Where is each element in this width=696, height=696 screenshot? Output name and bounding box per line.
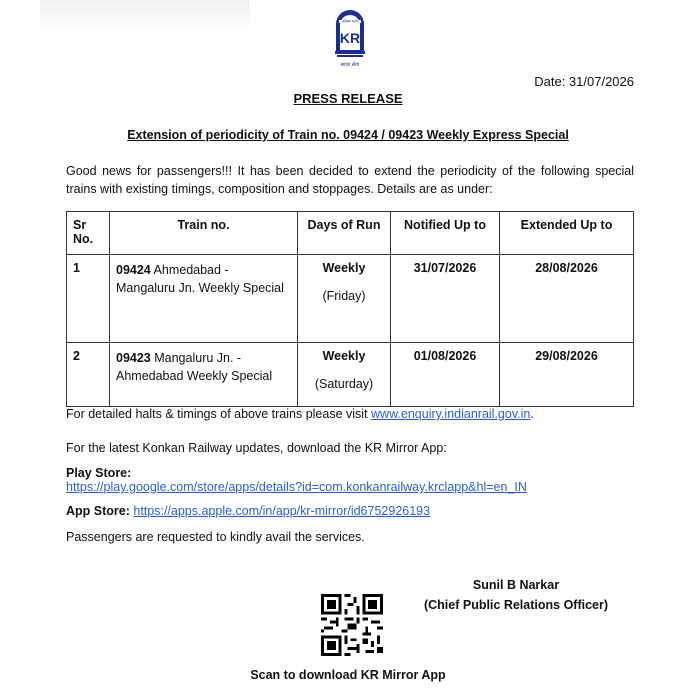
row-extended: 29/08/2026 [500, 343, 634, 407]
top-shadow [40, 0, 250, 30]
closing-line: Passengers are requested to kindly avail the services. [66, 530, 365, 544]
row-notified: 01/08/2026 [391, 343, 500, 407]
header-notified-up-to: Notified Up to [391, 212, 500, 255]
row-train [110, 343, 298, 407]
document-title: PRESS RELEASE [293, 91, 403, 106]
signatory-designation: (Chief Public Relations Officer) [423, 598, 609, 612]
header-sr-no: Sr No. [67, 212, 110, 255]
row-days-weekday: (Saturday) [314, 377, 374, 391]
row-train-number: 09424 [116, 263, 151, 277]
qr-caption: Scan to download KR Mirror App [250, 668, 446, 682]
row-extended: 28/08/2026 [500, 255, 634, 343]
app-store-link[interactable]: https://apps.apple.com/in/app/kr-mirror/id6752926193 [133, 504, 431, 518]
halts-suffix: . [530, 407, 534, 421]
table-header-row [67, 212, 634, 255]
row-days-frequency: Weekly [322, 261, 366, 275]
logo-motto: सादर सेवा [340, 62, 360, 68]
row-train-number: 09423 [116, 351, 151, 365]
svg-text:KR: KR [339, 30, 361, 46]
signature-block [406, 575, 626, 615]
play-store-link[interactable]: https://play.google.com/store/apps/details?id=com.konkanrailway.krclapp&hl=en_IN [66, 480, 527, 494]
header-train-no: Train no. [110, 212, 298, 255]
row-train-name: Ahmedabad - Mangaluru Jn. Weekly Special [116, 263, 284, 295]
konkan-railway-logo [330, 4, 370, 70]
logo-hindi-text: कोंकण रेलवे [342, 19, 358, 24]
row-days [298, 255, 391, 343]
app-store-label: App Store: [66, 504, 130, 518]
halts-text: For detailed halts & timings of above trains please visit [66, 407, 372, 421]
document-subject: Extension of periodicity of Train no. 09424 / 09423 Weekly Express Special [127, 128, 569, 142]
app-promo-line: For the latest Konkan Railway updates, download the KR Mirror App: [66, 441, 447, 455]
row-notified: 31/07/2026 [391, 255, 500, 343]
header-days-of-run: Days of Run [298, 212, 391, 255]
train-table [66, 211, 634, 407]
row-days [298, 343, 391, 407]
row-train-name: Mangaluru Jn. - Ahmedabad Weekly Special [116, 351, 273, 383]
header-extended-up-to: Extended Up to [500, 212, 634, 255]
app-store-line [66, 504, 430, 518]
row-days-weekday: (Friday) [322, 289, 366, 303]
row-train [110, 255, 298, 343]
signatory-name: Sunil B Narkar [472, 578, 560, 592]
row-sr: 1 [67, 255, 110, 343]
row-days-frequency: Weekly [322, 349, 366, 363]
intro-paragraph: Good news for passengers!!! It has been decided to extend the periodicity of the following special trains with existing timings, composition and stoppages. Details are as under: [66, 164, 634, 196]
row-sr: 2 [67, 343, 110, 407]
play-store-label: Play Store: [66, 466, 132, 480]
table-row [67, 255, 634, 343]
qr-code[interactable] [321, 594, 383, 656]
enquiry-link[interactable]: www.enquiry.indianrail.gov.in [371, 407, 531, 421]
halts-line [66, 407, 534, 421]
release-date: Date: 31/07/2026 [534, 74, 634, 89]
table-row [67, 343, 634, 407]
